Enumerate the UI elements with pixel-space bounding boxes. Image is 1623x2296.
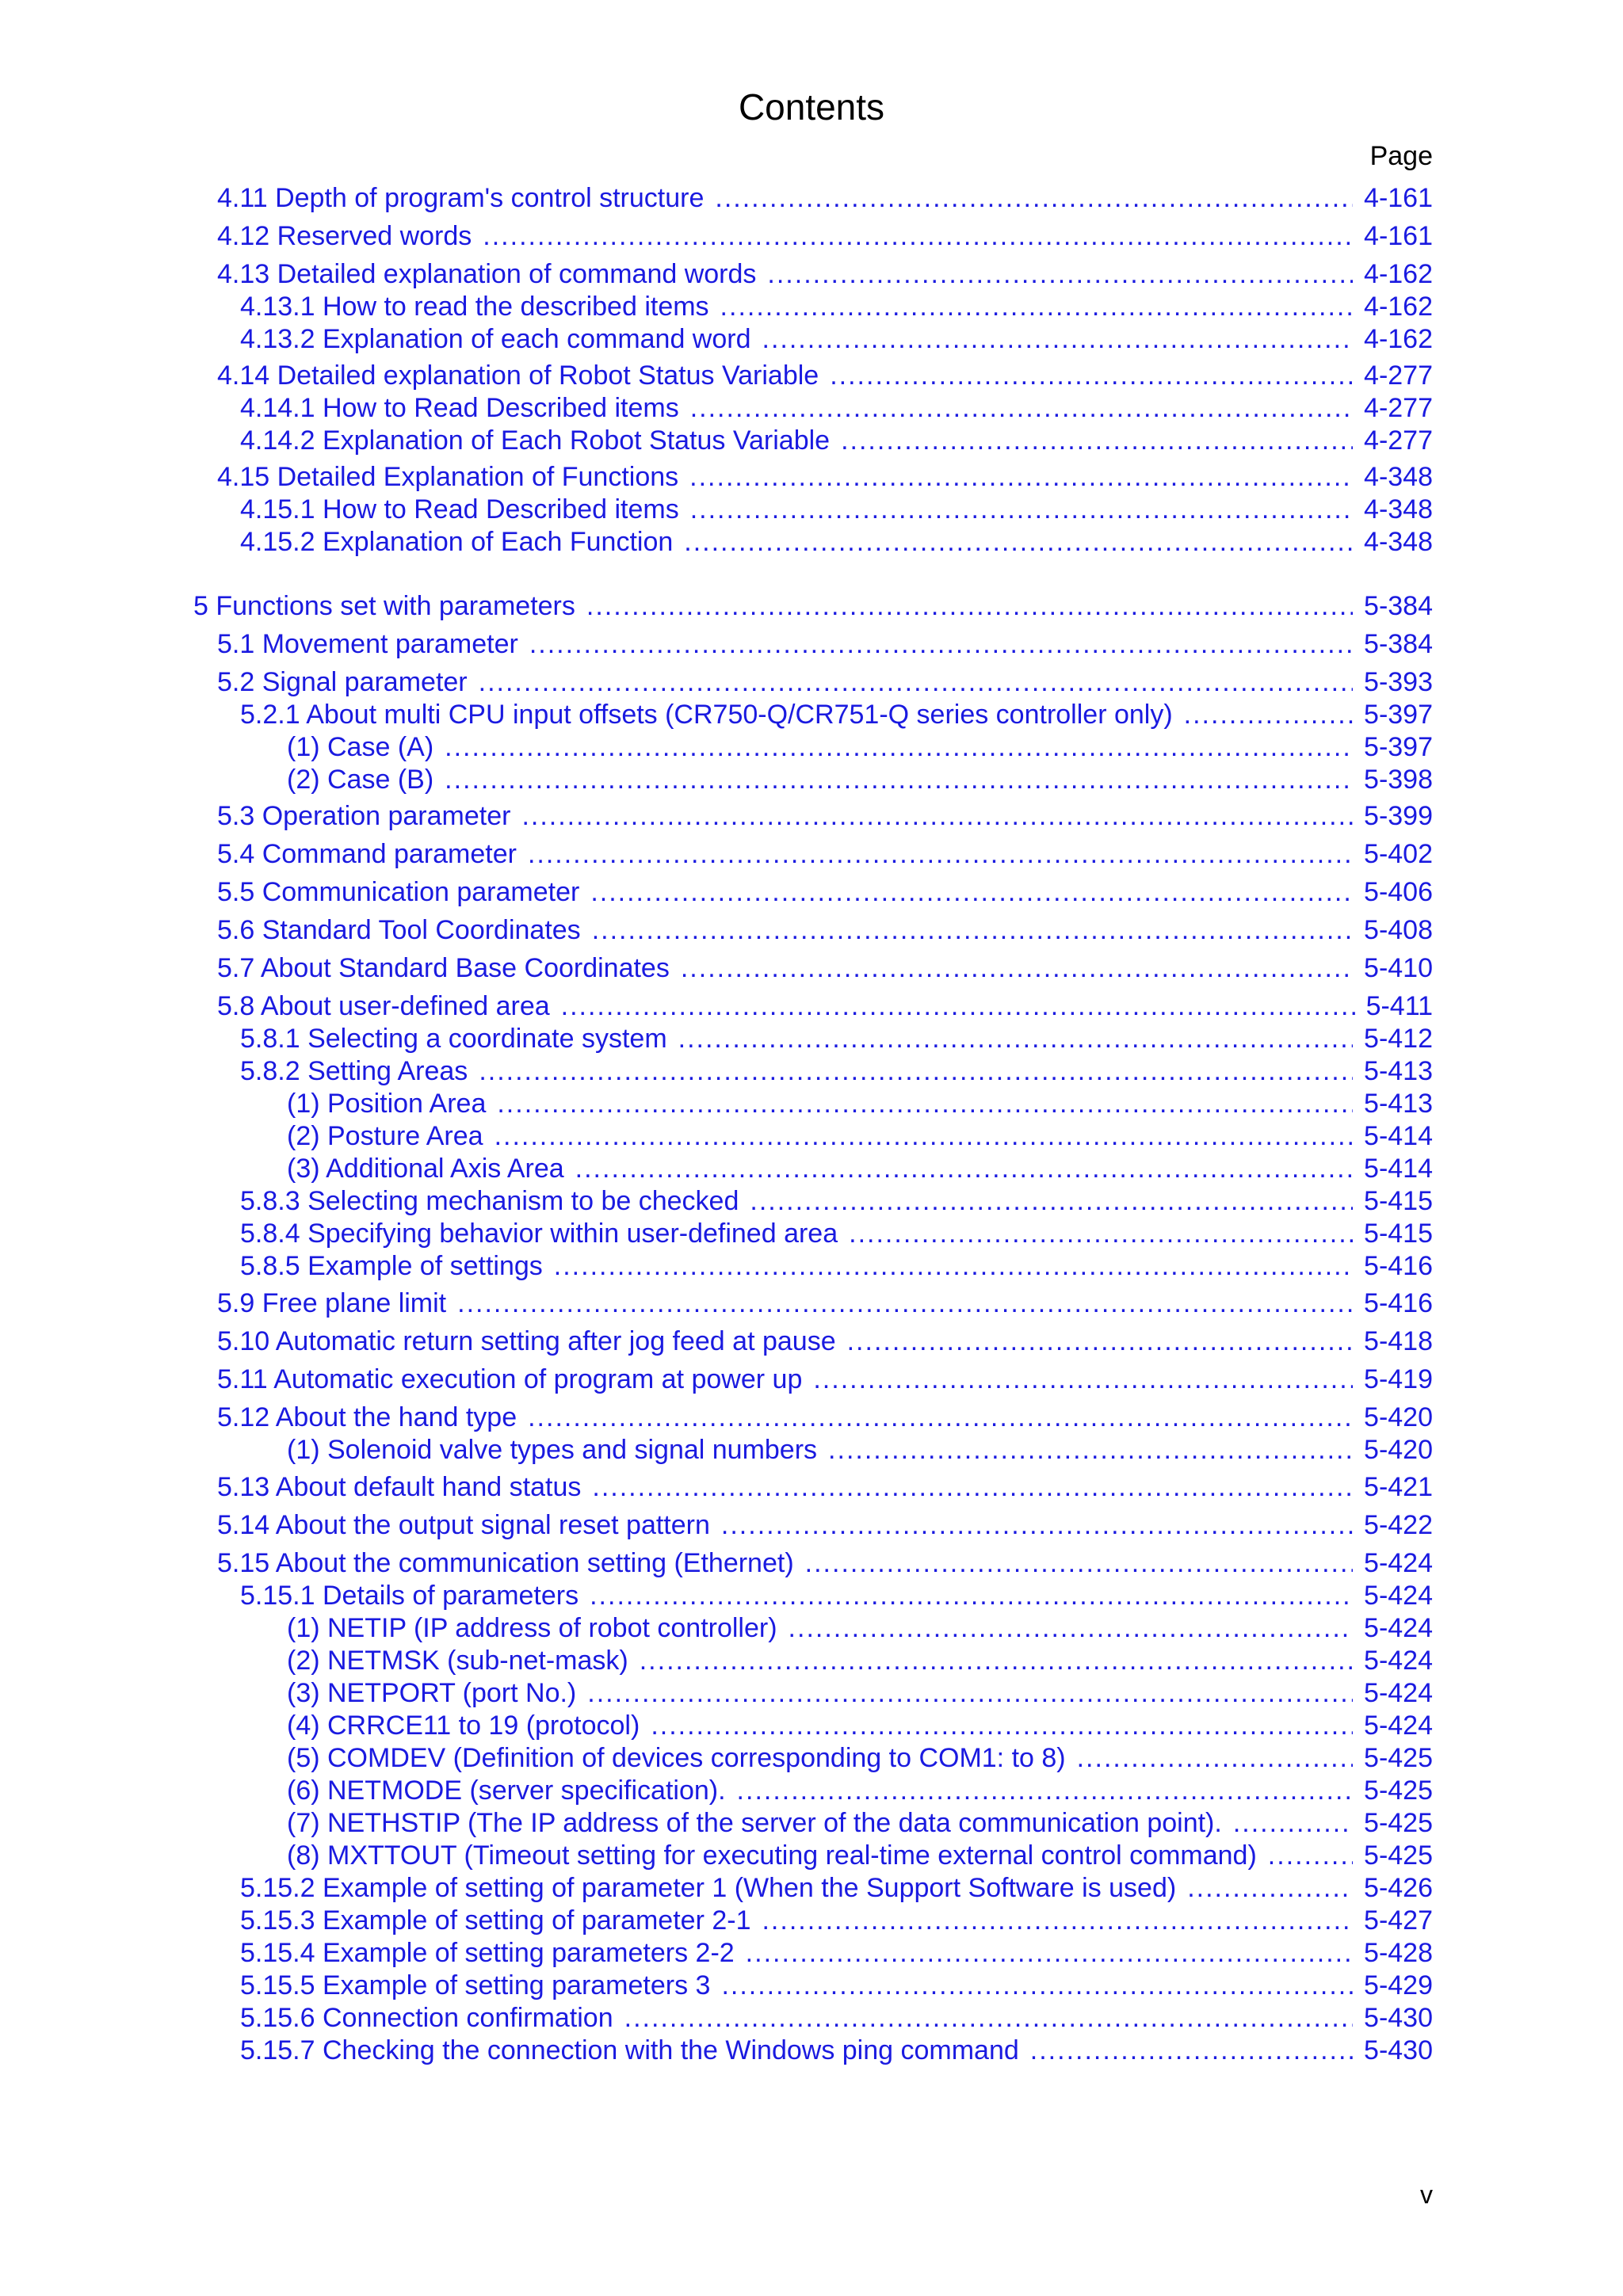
dot-leader: [737, 1775, 1353, 1806]
toc-entry-title: 5.15 About the communication setting (Ethernet): [217, 1548, 794, 1578]
dot-leader: [847, 1326, 1353, 1357]
toc-entry-page-number: 5-421: [1364, 1472, 1433, 1502]
dot-leader: [640, 1646, 1353, 1676]
toc-entry-page-number: 5-424: [1364, 1581, 1433, 1611]
dot-leader: [715, 183, 1353, 214]
toc-entry[interactable]: [240, 700, 1433, 733]
dot-leader: [528, 1402, 1353, 1433]
footer-page-number: v: [1420, 2180, 1433, 2209]
toc-entry[interactable]: [240, 1251, 1433, 1284]
toc-entry-page-number: 4-277: [1364, 425, 1433, 456]
toc-entry-title: 5.9 Free plane limit: [217, 1288, 447, 1318]
dot-leader: [624, 2003, 1353, 2034]
toc-entry-page-number: 5-424: [1364, 1678, 1433, 1708]
dot-leader: [813, 1364, 1353, 1395]
toc-entry-title: (6) NETMODE (server specification).: [287, 1775, 726, 1806]
toc-entry[interactable]: [287, 1613, 1433, 1646]
dot-leader: [590, 877, 1353, 908]
dot-leader: [445, 765, 1353, 795]
toc-entry-title: 5.15.4 Example of setting parameters 2-2: [240, 1938, 735, 1968]
toc-entry[interactable]: [240, 1970, 1433, 2004]
toc-entry-page-number: 5-418: [1364, 1326, 1433, 1356]
toc-entry[interactable]: [217, 1364, 1433, 1398]
toc-entry[interactable]: [287, 765, 1433, 798]
dot-leader: [841, 425, 1353, 456]
dot-leader: [1077, 1743, 1353, 1774]
toc-entry-title: (1) Solenoid valve types and signal numbers: [287, 1435, 818, 1465]
toc-entry-page-number: 5-413: [1364, 1056, 1433, 1086]
toc-entry[interactable]: [217, 1402, 1433, 1436]
toc-entry-page-number: 5-408: [1364, 915, 1433, 945]
toc-entry-title: 4.13.2 Explanation of each command word: [240, 324, 751, 354]
toc-entry-title: (7) NETHSTIP (The IP address of the server of the data communication point).: [287, 1808, 1222, 1838]
page-column-label: Page: [1369, 141, 1433, 171]
toc-entry-page-number: 4-277: [1364, 393, 1433, 423]
dot-leader: [1184, 700, 1353, 730]
dot-leader: [575, 1154, 1353, 1184]
toc-entry[interactable]: [240, 527, 1433, 560]
toc-entry[interactable]: [217, 953, 1433, 986]
toc-entry-page-number: 5-422: [1364, 1510, 1433, 1540]
dot-leader: [721, 1510, 1353, 1541]
toc-entry-page-number: 4-161: [1364, 221, 1433, 251]
dot-leader: [457, 1288, 1353, 1319]
toc-entry-title: (4) CRRCE11 to 19 (protocol): [287, 1711, 640, 1741]
toc-entry-title: 4.15.2 Explanation of Each Function: [240, 527, 674, 557]
toc-entry[interactable]: [193, 591, 1433, 624]
toc-entry-title: 5.4 Command parameter: [217, 839, 517, 869]
dot-leader: [483, 221, 1353, 252]
toc-entry[interactable]: [217, 1472, 1433, 1505]
toc-entry-page-number: 5-424: [1364, 1711, 1433, 1741]
toc-entry[interactable]: [217, 183, 1433, 216]
toc-entry-page-number: 5-397: [1364, 700, 1433, 730]
toc-entry[interactable]: [287, 1711, 1433, 1744]
toc-entry[interactable]: [217, 629, 1433, 662]
toc-entry-title: 5.15.6 Connection confirmation: [240, 2003, 613, 2033]
toc-entry[interactable]: [217, 360, 1433, 394]
toc-entry[interactable]: [240, 1938, 1433, 1971]
dot-leader: [720, 292, 1353, 322]
dot-leader: [587, 1678, 1353, 1709]
toc-entry[interactable]: [287, 1808, 1433, 1841]
dot-leader: [690, 494, 1353, 525]
toc-entry-page-number: 5-406: [1364, 877, 1433, 907]
toc-entry[interactable]: [240, 1024, 1433, 1057]
toc-entry[interactable]: [240, 1219, 1433, 1252]
toc-entry-page-number: 4-348: [1364, 462, 1433, 492]
toc-entry[interactable]: [217, 801, 1433, 834]
dot-leader: [762, 324, 1354, 355]
toc-entry-title: (1) Case (A): [287, 732, 434, 762]
dot-leader: [590, 1581, 1353, 1611]
toc-entry-page-number: 4-277: [1364, 360, 1433, 391]
toc-entry[interactable]: [287, 732, 1433, 765]
dot-leader: [479, 667, 1353, 698]
toc-entry[interactable]: [287, 1678, 1433, 1711]
toc-entry[interactable]: [240, 1873, 1433, 1906]
toc-entry-page-number: 5-398: [1364, 765, 1433, 795]
toc-entry-page-number: 5-411: [1365, 991, 1433, 1021]
toc-entry[interactable]: [287, 1646, 1433, 1679]
toc-entry-page-number: 5-429: [1364, 1970, 1433, 2000]
toc-entry[interactable]: [240, 1186, 1433, 1219]
dot-leader: [746, 1938, 1353, 1969]
dot-leader: [445, 732, 1353, 763]
toc-entry-page-number: 5-415: [1364, 1219, 1433, 1249]
dot-leader: [1268, 1840, 1353, 1871]
toc-entry[interactable]: [287, 1743, 1433, 1776]
page-title: Contents: [738, 86, 885, 128]
toc-entry[interactable]: [240, 292, 1433, 325]
toc-entry-page-number: 5-430: [1364, 2035, 1433, 2065]
dot-leader: [849, 1219, 1353, 1249]
toc-entry-title: (1) NETIP (IP address of robot controller): [287, 1613, 777, 1643]
toc-entry-title: (3) NETPORT (port No.): [287, 1678, 577, 1708]
toc-entry-page-number: 4-348: [1364, 494, 1433, 524]
toc-entry[interactable]: [240, 324, 1433, 357]
dot-leader: [762, 1905, 1353, 1936]
toc-entry-title: (2) NETMSK (sub-net-mask): [287, 1646, 628, 1676]
toc-entry-title: 5 Functions set with parameters: [193, 591, 575, 621]
toc-entry[interactable]: [217, 1510, 1433, 1543]
dot-leader: [678, 1024, 1353, 1055]
toc-entry-page-number: 5-399: [1364, 801, 1433, 831]
toc-entry[interactable]: [287, 1154, 1433, 1187]
toc-entry-title: 5.2.1 About multi CPU input offsets (CR750-Q/CR751-Q series controller only): [240, 700, 1173, 730]
dot-leader: [479, 1056, 1353, 1087]
dot-leader: [497, 1089, 1353, 1119]
toc-entry-title: (5) COMDEV (Definition of devices corresponding to COM1: to 8): [287, 1743, 1066, 1773]
dot-leader: [681, 953, 1353, 984]
toc-entry-page-number: 5-424: [1364, 1646, 1433, 1676]
toc-entry-title: 4.14 Detailed explanation of Robot Status Variable: [217, 360, 819, 391]
toc-entry[interactable]: [240, 1581, 1433, 1614]
toc-entry-page-number: 5-384: [1364, 629, 1433, 659]
toc-entry-title: 5.1 Movement parameter: [217, 629, 518, 659]
toc-entry-page-number: 5-426: [1364, 1873, 1433, 1903]
toc-entry[interactable]: [287, 1435, 1433, 1468]
toc-entry-page-number: 4-161: [1364, 183, 1433, 213]
toc-entry-title: (3) Additional Axis Area: [287, 1154, 564, 1184]
toc-entry[interactable]: [217, 991, 1433, 1024]
dot-leader: [561, 991, 1355, 1022]
toc-entry-title: 5.8.1 Selecting a coordinate system: [240, 1024, 667, 1054]
toc-entry[interactable]: [217, 877, 1433, 910]
dot-leader: [789, 1613, 1353, 1644]
toc-entry-title: (2) Case (B): [287, 765, 434, 795]
toc-entry-title: 5.15.3 Example of setting of parameter 2-1: [240, 1905, 751, 1936]
dot-leader: [830, 360, 1353, 391]
toc-entry-page-number: 5-430: [1364, 2003, 1433, 2033]
toc-entry[interactable]: [240, 1056, 1433, 1089]
dot-leader: [805, 1548, 1353, 1579]
toc-entry-title: 5.7 About Standard Base Coordinates: [217, 953, 670, 983]
toc-entry-title: 4.15 Detailed Explanation of Functions: [217, 462, 679, 492]
dot-leader: [592, 915, 1353, 946]
toc-entry-title: 5.6 Standard Tool Coordinates: [217, 915, 581, 945]
toc-entry-page-number: 5-416: [1364, 1251, 1433, 1281]
toc-entry[interactable]: [217, 462, 1433, 495]
toc-entry[interactable]: [217, 1326, 1433, 1360]
dot-leader: [495, 1121, 1353, 1152]
dot-leader: [554, 1251, 1353, 1282]
toc-entry-title: 5.8.3 Selecting mechanism to be checked: [240, 1186, 739, 1216]
toc-entry[interactable]: [240, 1905, 1433, 1939]
toc-entry-page-number: 5-425: [1364, 1840, 1433, 1871]
dot-leader: [684, 527, 1353, 558]
toc-entry-page-number: 5-424: [1364, 1613, 1433, 1643]
toc-entry-title: 5.15.5 Example of setting parameters 3: [240, 1970, 711, 2000]
dot-leader: [586, 591, 1353, 622]
dot-leader: [1233, 1808, 1353, 1839]
toc-entry-title: 5.12 About the hand type: [217, 1402, 517, 1432]
dot-leader: [529, 629, 1353, 660]
toc-entry[interactable]: [217, 221, 1433, 254]
toc-entry-page-number: 5-397: [1364, 732, 1433, 762]
toc-entry-page-number: 4-348: [1364, 527, 1433, 557]
toc-entry-title: 4.12 Reserved words: [217, 221, 472, 251]
toc-entry-page-number: 5-424: [1364, 1548, 1433, 1578]
dot-leader: [592, 1472, 1353, 1503]
toc-entry[interactable]: [217, 839, 1433, 872]
toc-entry[interactable]: [240, 2035, 1433, 2069]
toc-entry-title: 4.13.1 How to read the described items: [240, 292, 709, 322]
toc-entry-page-number: 4-162: [1364, 324, 1433, 354]
toc-entry[interactable]: [287, 1775, 1433, 1809]
toc-entry-page-number: 5-427: [1364, 1905, 1433, 1936]
toc-entry-page-number: 5-413: [1364, 1089, 1433, 1119]
toc-entry[interactable]: [217, 259, 1433, 292]
toc-entry-title: (1) Position Area: [287, 1089, 487, 1119]
toc-entry-page-number: 4-162: [1364, 259, 1433, 289]
toc-entry-page-number: 5-428: [1364, 1938, 1433, 1968]
toc-entry-title: 5.13 About default hand status: [217, 1472, 582, 1502]
toc-entry[interactable]: [240, 425, 1433, 459]
dot-leader: [828, 1435, 1353, 1466]
toc-entry-title: 5.14 About the output signal reset pattern: [217, 1510, 710, 1540]
toc-entry-title: 4.11 Depth of program's control structure: [217, 183, 705, 213]
dot-leader: [767, 259, 1353, 290]
dot-leader: [521, 801, 1353, 832]
toc-entry-page-number: 5-384: [1364, 591, 1433, 621]
toc-entry-page-number: 5-425: [1364, 1808, 1433, 1838]
toc-entry[interactable]: [287, 1840, 1433, 1874]
toc-entry-page-number: 5-415: [1364, 1186, 1433, 1216]
toc-entry-title: 5.11 Automatic execution of program at power up: [217, 1364, 803, 1394]
toc-entry-page-number: 5-414: [1364, 1154, 1433, 1184]
toc-entry-page-number: 5-393: [1364, 667, 1433, 697]
toc-entry-page-number: 5-412: [1364, 1024, 1433, 1054]
toc-entry-title: 4.15.1 How to Read Described items: [240, 494, 679, 524]
dot-leader: [750, 1186, 1353, 1217]
dot-leader: [1030, 2035, 1353, 2066]
toc-entry-page-number: 5-402: [1364, 839, 1433, 869]
toc-entry-page-number: 5-410: [1364, 953, 1433, 983]
toc-entry-title: (8) MXTTOUT (Timeout setting for executing real-time external control command): [287, 1840, 1257, 1871]
toc-entry[interactable]: [217, 667, 1433, 700]
dot-leader: [721, 1970, 1353, 2001]
toc-entry-page-number: 5-420: [1364, 1435, 1433, 1465]
toc-entry-title: 5.10 Automatic return setting after jog feed at pause: [217, 1326, 836, 1356]
toc-entry-title: 4.14.1 How to Read Described items: [240, 393, 679, 423]
toc-entry[interactable]: [217, 1288, 1433, 1322]
toc-entry-title: 4.14.2 Explanation of Each Robot Status Variable: [240, 425, 831, 456]
toc-entry-title: 5.15.1 Details of parameters: [240, 1581, 579, 1611]
toc-entry-title: 5.15.2 Example of setting of parameter 1 (When the Support Software is used): [240, 1873, 1177, 1903]
toc-entry[interactable]: [217, 1548, 1433, 1581]
toc-entry-page-number: 5-414: [1364, 1121, 1433, 1151]
dot-leader: [651, 1711, 1353, 1741]
toc-entry-page-number: 5-416: [1364, 1288, 1433, 1318]
dot-leader: [689, 462, 1353, 493]
toc-entry-title: 4.13 Detailed explanation of command words: [217, 259, 757, 289]
toc-entry-title: 5.2 Signal parameter: [217, 667, 468, 697]
toc-entry-title: 5.8.4 Specifying behavior within user-defined area: [240, 1219, 838, 1249]
toc-entry[interactable]: [240, 393, 1433, 426]
toc-entry-title: 5.5 Communication parameter: [217, 877, 580, 907]
toc-entry[interactable]: [287, 1121, 1433, 1154]
toc-entry[interactable]: [240, 2003, 1433, 2036]
toc-entry[interactable]: [287, 1089, 1433, 1122]
toc-entry-title: 5.8 About user-defined area: [217, 991, 550, 1021]
toc-entry-page-number: 4-162: [1364, 292, 1433, 322]
toc-entry-page-number: 5-419: [1364, 1364, 1433, 1394]
toc-entry-page-number: 5-425: [1364, 1743, 1433, 1773]
dot-leader: [528, 839, 1353, 870]
toc-entry[interactable]: [240, 494, 1433, 528]
toc-entry-title: 5.15.7 Checking the connection with the Windows ping command: [240, 2035, 1019, 2065]
toc-entry-title: (2) Posture Area: [287, 1121, 483, 1151]
toc-entry-title: 5.8.2 Setting Areas: [240, 1056, 468, 1086]
toc-entry-page-number: 5-425: [1364, 1775, 1433, 1806]
toc-entry-title: 5.8.5 Example of settings: [240, 1251, 543, 1281]
toc-entry[interactable]: [217, 915, 1433, 948]
toc-entry-page-number: 5-420: [1364, 1402, 1433, 1432]
toc-entry-title: 5.3 Operation parameter: [217, 801, 511, 831]
dot-leader: [1187, 1873, 1353, 1904]
dot-leader: [690, 393, 1353, 424]
